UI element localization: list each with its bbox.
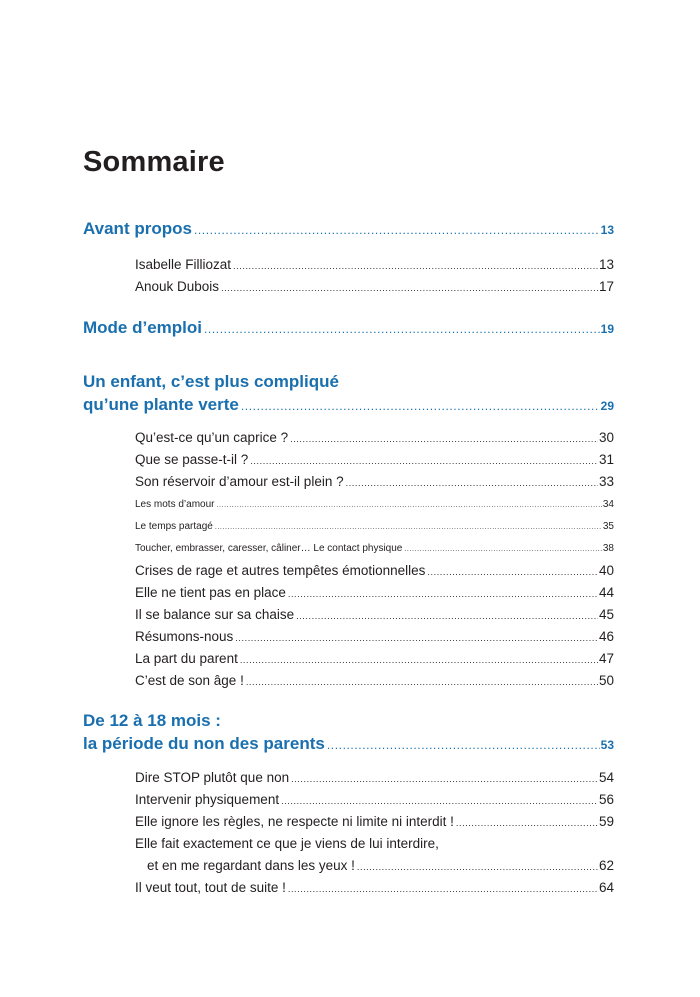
toc-page-number: 46: [598, 629, 614, 644]
toc-section-avant-propos[interactable]: [83, 219, 614, 239]
toc-entry[interactable]: [135, 474, 614, 489]
toc-entry-label: Toucher, embrasser, caresser, câliner… Le contact physique: [135, 543, 403, 554]
toc-section-label: Mode d’emploi: [83, 318, 202, 337]
toc-entry-label: Anouk Dubois: [135, 279, 220, 294]
toc-page-number: 33: [598, 474, 614, 489]
toc-entry-label: Crises de rage et autres tempêtes émotionnelles: [135, 563, 426, 578]
toc-entry-label: Qu’est-ce qu’un caprice ?: [135, 430, 289, 445]
toc-entry-label: Résumons-nous: [135, 629, 234, 644]
toc-entry[interactable]: [135, 770, 614, 785]
toc-page-number: 13: [598, 257, 614, 272]
toc-page-number: 59: [598, 814, 614, 829]
toc-page-number: 30: [598, 430, 614, 445]
toc-entry[interactable]: [135, 629, 614, 644]
toc-entry-label: Les mots d’amour: [135, 499, 215, 510]
toc-entry[interactable]: [135, 563, 614, 578]
toc-entry-label: Elle ignore les règles, ne respecte ni limite ni interdit !: [135, 814, 454, 829]
toc-page-number: 19: [600, 322, 614, 336]
toc-page-number: 47: [598, 651, 614, 666]
toc-entry[interactable]: [135, 792, 614, 807]
toc-entry-label: Isabelle Filliozat: [135, 257, 232, 272]
toc-entry[interactable]: [135, 430, 614, 445]
toc-section-mode-emploi[interactable]: [83, 318, 614, 338]
toc-entry-label: Son réservoir d’amour est-il plein ?: [135, 474, 344, 489]
toc-entry-label: C’est de son âge !: [135, 673, 244, 688]
toc-entry-label: Le temps partagé: [135, 521, 213, 532]
toc-page-number: 40: [598, 563, 614, 578]
toc-entry[interactable]: [135, 814, 614, 829]
toc-leader-dots: [233, 261, 598, 271]
toc-leader-dots: [291, 774, 598, 784]
toc-entry[interactable]: [135, 452, 614, 467]
toc-entry-label: Que se passe-t-il ?: [135, 452, 249, 467]
toc-leader-dots: [215, 524, 602, 531]
toc-section-label: Avant propos: [83, 219, 192, 238]
page-title: Sommaire: [83, 146, 225, 178]
toc-page-number: 34: [602, 499, 614, 510]
toc-page-number: 64: [598, 880, 614, 895]
toc-leader-dots: [246, 677, 598, 687]
toc-page-number: 62: [598, 858, 614, 873]
toc-page-number: 54: [598, 770, 614, 785]
toc-leader-dots: [288, 884, 598, 894]
toc-leader-dots: [221, 283, 598, 293]
toc-leader-dots: [204, 322, 600, 336]
toc-leader-dots: [216, 502, 601, 509]
toc-leader-dots: [404, 546, 602, 553]
toc-entry[interactable]: [135, 673, 614, 688]
toc-page-number: 53: [600, 738, 614, 752]
toc-section-label-line1[interactable]: De 12 à 18 mois :: [83, 711, 221, 730]
toc-leader-dots: [240, 655, 598, 665]
toc-entry[interactable]: [135, 543, 614, 554]
toc-entry-label: Intervenir physiquement: [135, 792, 280, 807]
toc-section-label-line2: la période du non des parents: [83, 734, 325, 753]
toc-entry[interactable]: [147, 858, 614, 873]
toc-page-number: 13: [600, 223, 614, 237]
toc-entry-label: Il se balance sur sa chaise: [135, 607, 295, 622]
toc-entry-label: Elle ne tient pas en place: [135, 585, 286, 600]
toc-entry[interactable]: [135, 880, 614, 895]
toc-entry[interactable]: [135, 651, 614, 666]
toc-section-plante-verte[interactable]: [83, 395, 614, 415]
toc-entry-label: Il veut tout, tout de suite !: [135, 880, 286, 895]
toc-entry-label: Dire STOP plutôt que non: [135, 770, 290, 785]
toc-page-number: 31: [598, 452, 614, 467]
toc-leader-dots: [327, 738, 600, 752]
toc-page-number: 35: [602, 521, 614, 532]
toc-leader-dots: [427, 567, 598, 577]
toc-entry[interactable]: [135, 607, 614, 622]
toc-page-number: 44: [598, 585, 614, 600]
toc-page-number: 45: [598, 607, 614, 622]
toc-entry-label: La part du parent: [135, 651, 238, 666]
toc-leader-dots: [250, 456, 598, 466]
toc-leader-dots: [296, 611, 598, 621]
toc-section-label-line2: qu’une plante verte: [83, 395, 239, 414]
toc-leader-dots: [456, 818, 598, 828]
toc-entry-label-line2: et en me regardant dans les yeux !: [147, 858, 355, 873]
toc-entry[interactable]: [135, 257, 614, 272]
toc-section-periode-non[interactable]: [83, 734, 614, 754]
toc-entry-label-line1[interactable]: Elle fait exactement ce que je viens de lui interdire,: [135, 836, 439, 851]
toc-page-number: 17: [598, 279, 614, 294]
toc-page-number: 50: [598, 673, 614, 688]
toc-page-number: 38: [602, 543, 614, 554]
toc-page-number: 56: [598, 792, 614, 807]
toc-entry[interactable]: [135, 585, 614, 600]
toc-leader-dots: [235, 633, 598, 643]
toc-page-number: 29: [600, 399, 614, 413]
toc-leader-dots: [288, 589, 598, 599]
toc-leader-dots: [194, 223, 600, 237]
toc-leader-dots: [357, 862, 598, 872]
toc-leader-dots: [346, 478, 598, 488]
toc-entry[interactable]: [135, 521, 614, 532]
toc-entry[interactable]: [135, 499, 614, 510]
toc-section-label-line1[interactable]: Un enfant, c’est plus compliqué: [83, 372, 339, 391]
toc-entry[interactable]: [135, 279, 614, 294]
toc-leader-dots: [290, 434, 598, 444]
toc-leader-dots: [281, 796, 598, 806]
toc-leader-dots: [241, 399, 600, 413]
